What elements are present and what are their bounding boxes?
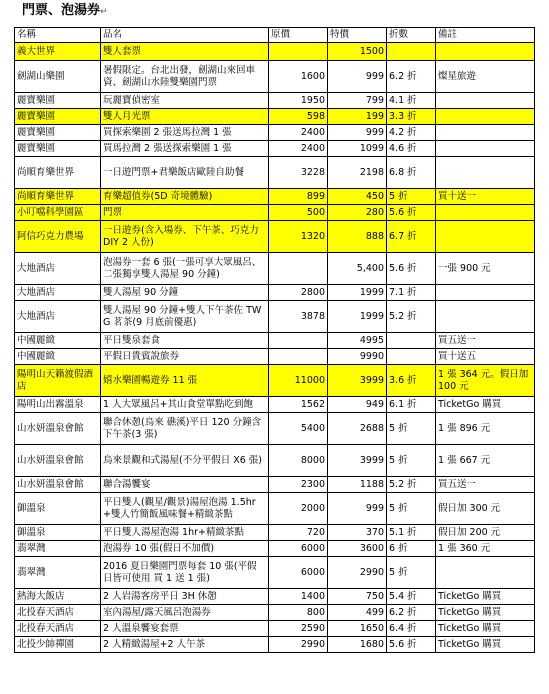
cell-orig: 11000	[269, 365, 328, 397]
cell-name: 小叮噹科學園區	[15, 205, 101, 221]
cell-note	[436, 557, 535, 589]
cell-item: 雙人套票	[101, 43, 269, 61]
cell-disc: 6.2 折	[387, 61, 436, 93]
cell-disc: 5.4 折	[387, 589, 436, 605]
cell-disc: 5 折	[387, 445, 436, 477]
cell-item: 泡湯券 10 張(假日不加價)	[101, 541, 269, 557]
cell-orig: 1562	[269, 397, 328, 413]
cell-item: 聯合湯饗宴	[101, 477, 269, 493]
cell-name: 大地酒店	[15, 285, 101, 301]
cell-disc: 5.6 折	[387, 205, 436, 221]
cell-name: 翡翠灣	[15, 557, 101, 589]
cell-item: 平日雙人湯屋泡湯 1hr+精緻茶點	[101, 525, 269, 541]
cell-item: 2 人精緻湯屋+2 人午茶	[101, 637, 269, 653]
cell-name: 北投春天酒店	[15, 605, 101, 621]
cell-price: 450	[328, 189, 387, 205]
cell-item: 烏來景觀和式湯屋(不分平假日 X6 張)	[101, 445, 269, 477]
cell-disc: 6 折	[387, 541, 436, 557]
cell-item: 泡湯券一套 6 張(一張可享大眾風呂、二張獨享雙人湯屋 90 分鐘)	[101, 253, 269, 285]
cell-disc: 5 折	[387, 189, 436, 205]
cell-price: 1099	[328, 141, 387, 157]
cell-note: 1 張 360 元	[436, 541, 535, 557]
cell-item: 平日雙人(觀星/觀景)湯屋泡湯 1.5hr+雙人竹簡飯風味餐+精緻茶點	[101, 493, 269, 525]
col-header-disc: 折數	[387, 28, 436, 43]
cell-disc: 6.2 折	[387, 605, 436, 621]
cell-disc: 6.4 折	[387, 621, 436, 637]
cell-item: 一日遊門票+君樂飯店歐陸自助餐	[101, 157, 269, 189]
cell-note: TicketGo 購買	[436, 637, 535, 653]
table-row	[15, 493, 535, 525]
cell-disc	[387, 349, 436, 365]
cell-orig: 3878	[269, 301, 328, 333]
col-header-name: 名稱	[15, 28, 101, 43]
cell-orig	[269, 333, 328, 349]
cell-price: 949	[328, 397, 387, 413]
cell-orig: 1320	[269, 221, 328, 253]
cell-orig: 5400	[269, 413, 328, 445]
cell-price: 499	[328, 605, 387, 621]
col-header-orig: 原價	[269, 28, 328, 43]
header-row	[15, 28, 535, 43]
cell-price: 1500	[328, 43, 387, 61]
cell-orig: 6000	[269, 557, 328, 589]
cell-disc: 4.6 折	[387, 141, 436, 157]
cell-disc: 5.6 折	[387, 253, 436, 285]
table-row	[15, 125, 535, 141]
cell-disc: 6.8 折	[387, 157, 436, 189]
cell-name: 翡翠灣	[15, 541, 101, 557]
cell-disc: 3.6 折	[387, 365, 436, 397]
cell-price: 999	[328, 125, 387, 141]
table-row	[15, 253, 535, 285]
cell-orig: 2990	[269, 637, 328, 653]
table-row	[15, 445, 535, 477]
cell-note: 買十送一	[436, 189, 535, 205]
cell-orig: 3228	[269, 157, 328, 189]
table-row	[15, 557, 535, 589]
cell-orig: 2590	[269, 621, 328, 637]
cell-orig: 720	[269, 525, 328, 541]
cell-name: 劍湖山樂園	[15, 61, 101, 93]
cell-note: 買五送一	[436, 333, 535, 349]
cell-item: 雙人月光票	[101, 109, 269, 125]
cell-name: 熱海大飯店	[15, 589, 101, 605]
table-row	[15, 397, 535, 413]
col-header-note: 備註	[436, 28, 535, 43]
cell-price: 370	[328, 525, 387, 541]
table-row	[15, 605, 535, 621]
cell-note: 買五送一	[436, 477, 535, 493]
cell-price: 280	[328, 205, 387, 221]
cell-note: 買十送五	[436, 349, 535, 365]
cell-price: 2990	[328, 557, 387, 589]
cell-item: 育樂超值券(5D 奇境體驗)	[101, 189, 269, 205]
cell-disc: 5.2 折	[387, 301, 436, 333]
cell-name: 山水妍溫泉會館	[15, 413, 101, 445]
cell-item: 門票	[101, 205, 269, 221]
cell-orig: 800	[269, 605, 328, 621]
cell-name: 尚順育樂世界	[15, 157, 101, 189]
cell-price: 888	[328, 221, 387, 253]
cell-price: 999	[328, 61, 387, 93]
cell-name: 御溫泉	[15, 493, 101, 525]
table-row	[15, 589, 535, 605]
cell-orig: 2400	[269, 141, 328, 157]
cell-orig	[269, 43, 328, 61]
cell-orig: 899	[269, 189, 328, 205]
table-row	[15, 301, 535, 333]
cell-orig	[269, 253, 328, 285]
cell-name: 麗寶樂園	[15, 125, 101, 141]
cell-name: 阿信巧克力農場	[15, 221, 101, 253]
cell-price: 4995	[328, 333, 387, 349]
cell-note: 燦星旅遊	[436, 61, 535, 93]
table-body	[15, 43, 535, 653]
cell-name: 北投少帥禪園	[15, 637, 101, 653]
table-row	[15, 189, 535, 205]
cell-note: TicketGo 購買	[436, 605, 535, 621]
cell-note: 1 張 667 元	[436, 445, 535, 477]
cell-item: 雙人湯屋 90 分鐘	[101, 285, 269, 301]
cell-orig: 1600	[269, 61, 328, 93]
cell-item: 聯合休憩(烏來 礁溪)平日 120 分鐘含下午茶(3 張)	[101, 413, 269, 445]
cell-disc	[387, 43, 436, 61]
cell-name: 麗寶樂園	[15, 109, 101, 125]
cell-disc: 6.1 折	[387, 397, 436, 413]
cell-item: 2 人岩湯客房平日 3H 休憩	[101, 589, 269, 605]
cell-orig	[269, 349, 328, 365]
cell-note: 1 張 364 元。假日加 100 元	[436, 365, 535, 397]
cell-orig: 1950	[269, 93, 328, 109]
cell-name: 中國麗緻	[15, 349, 101, 365]
table-row	[15, 333, 535, 349]
cell-price: 3999	[328, 445, 387, 477]
cell-orig: 598	[269, 109, 328, 125]
price-table	[14, 27, 535, 653]
cell-price: 1999	[328, 301, 387, 333]
cell-disc: 5.6 折	[387, 637, 436, 653]
cell-note	[436, 157, 535, 189]
cell-note: 假日加 200 元	[436, 525, 535, 541]
table-row	[15, 61, 535, 93]
cell-orig: 1400	[269, 589, 328, 605]
cell-name: 尚順育樂世界	[15, 189, 101, 205]
table-row	[15, 637, 535, 653]
cell-disc: 5 折	[387, 493, 436, 525]
section-heading	[22, 2, 108, 21]
cell-item: 買探索樂園 2 張送馬拉灣 1 張	[101, 125, 269, 141]
table-row	[15, 43, 535, 61]
cell-note	[436, 285, 535, 301]
cell-item: 買馬拉灣 2 張送探索樂園 1 張	[101, 141, 269, 157]
cell-item: 室內湯屋/露天風呂泡湯券	[101, 605, 269, 621]
cell-disc: 5.1 折	[387, 525, 436, 541]
table-row	[15, 541, 535, 557]
cell-price: 3600	[328, 541, 387, 557]
cell-orig: 2300	[269, 477, 328, 493]
cell-disc: 3.3 折	[387, 109, 436, 125]
cell-name: 麗寶樂園	[15, 93, 101, 109]
cell-name: 麗寶樂園	[15, 141, 101, 157]
cell-price: 2688	[328, 413, 387, 445]
cell-item: 雙人湯屋 90 分鐘+雙人下午茶佐 TWG 茗茶(9 月底前優惠)	[101, 301, 269, 333]
cell-price: 999	[328, 493, 387, 525]
cell-disc: 6.7 折	[387, 221, 436, 253]
cell-disc	[387, 333, 436, 349]
cell-price: 799	[328, 93, 387, 109]
cell-note	[436, 109, 535, 125]
cell-disc: 4.2 折	[387, 125, 436, 141]
table-row	[15, 93, 535, 109]
cell-item: 玩麗寶偵密室	[101, 93, 269, 109]
table-row	[15, 349, 535, 365]
table-row	[15, 109, 535, 125]
cell-disc: 5 折	[387, 557, 436, 589]
cell-orig: 2400	[269, 125, 328, 141]
col-header-price: 特價	[328, 28, 387, 43]
cell-name: 陽明山天籟渡假酒店	[15, 365, 101, 397]
cell-disc: 5.2 折	[387, 477, 436, 493]
cell-name: 北投春天酒店	[15, 621, 101, 637]
table-row	[15, 157, 535, 189]
cell-price: 750	[328, 589, 387, 605]
cell-price: 1188	[328, 477, 387, 493]
cell-orig: 2800	[269, 285, 328, 301]
cell-name: 中國麗緻	[15, 333, 101, 349]
cell-orig: 2000	[269, 493, 328, 525]
cell-item: 嬉水樂園暢遊券 11 張	[101, 365, 269, 397]
cell-name: 陽明山出霧溫泉	[15, 397, 101, 413]
cell-item: 2016 夏日樂園門票每套 10 張(平假日皆可使用 買 1 送 1 張)	[101, 557, 269, 589]
cell-price: 1650	[328, 621, 387, 637]
table-row	[15, 141, 535, 157]
cell-orig: 500	[269, 205, 328, 221]
cell-price: 3999	[328, 365, 387, 397]
heading-text: 門票、泡湯券	[22, 3, 101, 18]
cell-name: 大地酒店	[15, 301, 101, 333]
cell-note	[436, 141, 535, 157]
cell-price: 9990	[328, 349, 387, 365]
cell-note: 一張 900 元	[436, 253, 535, 285]
cell-note	[436, 221, 535, 253]
cell-name: 義大世界	[15, 43, 101, 61]
cell-price: 1999	[328, 285, 387, 301]
cell-item: 一日遊券(含入場券、下午茶、巧克力 DIY 2 人份)	[101, 221, 269, 253]
cell-note	[436, 125, 535, 141]
table-row	[15, 477, 535, 493]
cell-item: 暑假限定。台北出發，劍湖山來回車資、劍湖山水陸雙樂園門票	[101, 61, 269, 93]
cell-note: TicketGo 購買	[436, 397, 535, 413]
cell-disc: 4.1 折	[387, 93, 436, 109]
cell-name: 山水妍溫泉會館	[15, 445, 101, 477]
cell-note: TicketGo 購買	[436, 589, 535, 605]
cell-note: TicketGo 購買	[436, 621, 535, 637]
cell-note	[436, 301, 535, 333]
cell-orig: 8000	[269, 445, 328, 477]
table-row	[15, 205, 535, 221]
table-row	[15, 221, 535, 253]
cell-price: 1680	[328, 637, 387, 653]
cell-price: 199	[328, 109, 387, 125]
cell-name: 山水妍溫泉會館	[15, 477, 101, 493]
paragraph-mark-icon: ↵	[100, 7, 108, 17]
cell-disc: 5 折	[387, 413, 436, 445]
table-row	[15, 365, 535, 397]
table-row	[15, 413, 535, 445]
cell-item: 平假日貴賓說旅券	[101, 349, 269, 365]
table-row	[15, 621, 535, 637]
cell-name: 御溫泉	[15, 525, 101, 541]
cell-name: 大地酒店	[15, 253, 101, 285]
cell-price: 2198	[328, 157, 387, 189]
cell-disc: 7.1 折	[387, 285, 436, 301]
cell-orig: 6000	[269, 541, 328, 557]
cell-note	[436, 93, 535, 109]
cell-price: 5,400	[328, 253, 387, 285]
cell-item: 平日雙泉套食	[101, 333, 269, 349]
cell-note	[436, 43, 535, 61]
cell-item: 2 人溫泉饗宴套票	[101, 621, 269, 637]
cell-item: 1 人大眾風呂+其山食堂單點吃到飽	[101, 397, 269, 413]
cell-note: 1 張 896 元	[436, 413, 535, 445]
table-row	[15, 525, 535, 541]
cell-note: 假日加 300 元	[436, 493, 535, 525]
col-header-item: 品名	[101, 28, 269, 43]
table-row	[15, 285, 535, 301]
cell-note	[436, 205, 535, 221]
